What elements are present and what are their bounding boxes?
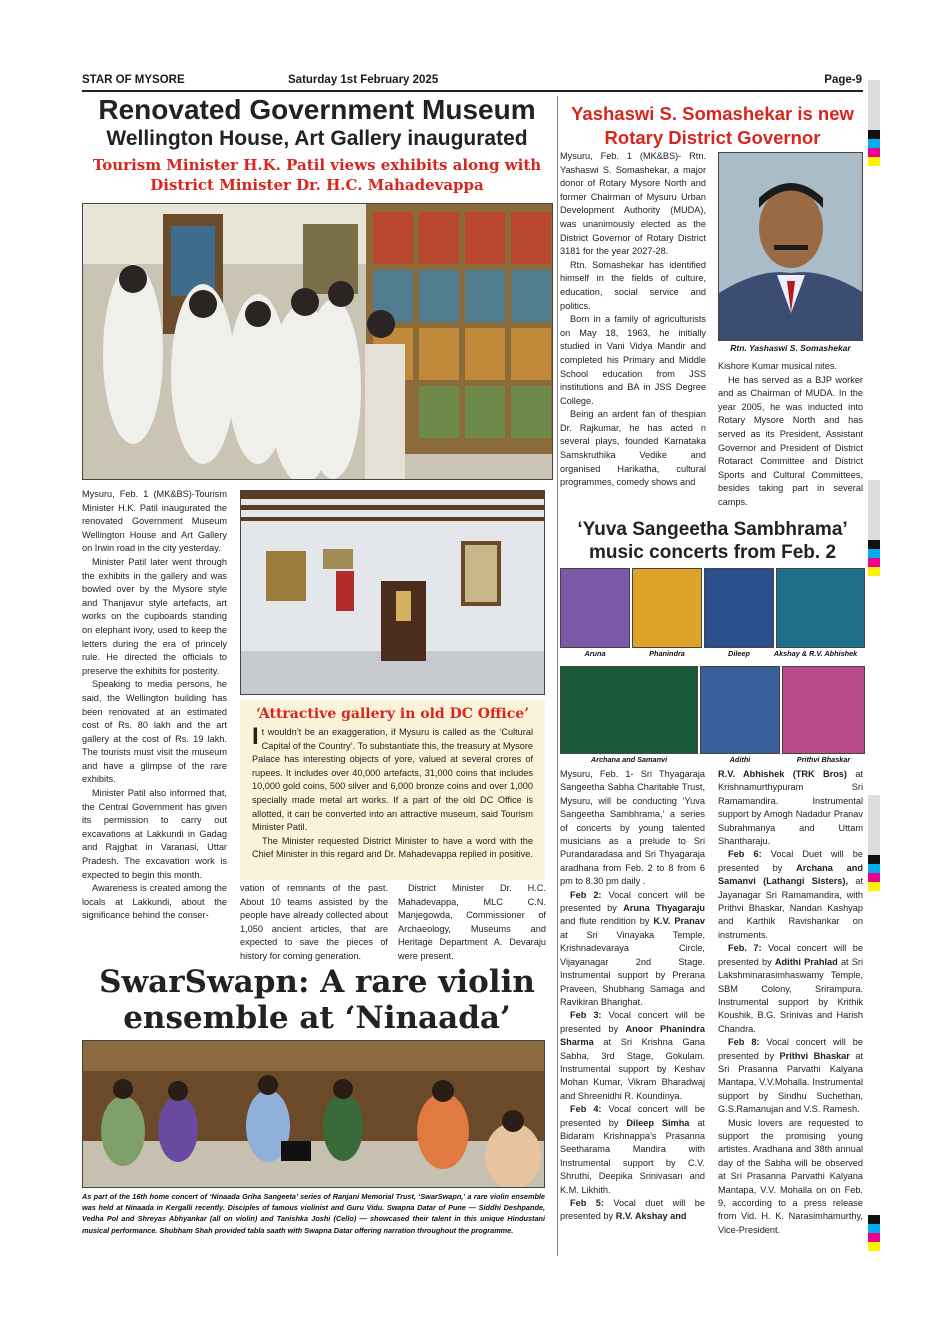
museum-body-col3 [398, 882, 546, 964]
masthead-bar [82, 74, 862, 90]
rotary-governor-photo [718, 152, 863, 341]
museum-subhead: Tourism Minister H.K. Patil views exhibits along with District Minister Dr. H.C. Mahadevappa [92, 156, 542, 194]
registration-mark [868, 80, 880, 166]
yuva-headline-2: music concerts from Feb. 2 [588, 542, 837, 563]
yuva-para: Feb 8: Vocal concert will be presented by Prithvi Bhaskar at Sri Prasanna Parvathi Kalyana Mantapa, V.V.Mohalla. Instrumental support by Sindhu Suchethan, G.S.Ramanujan and V.S. Ramesh. [718, 1037, 863, 1115]
artist-label: Prithvi Bhaskar [796, 755, 851, 764]
header-rule [82, 90, 863, 92]
issue-date: Saturday 1st February 2025 [288, 74, 439, 86]
yuva-headline: ‘Yuva Sangeetha Sambhrama’ [577, 519, 848, 540]
page-number: Page-9 [824, 74, 862, 86]
museum-body-col2: vation of remnants of the past. About 10 teams assisted by the people have already collected about 1,050 ancient articles, that are expected to save the pieces of history for coming generation. [240, 883, 388, 961]
museum-para: Minister Patil also informed that, the Central Government has given its permission to carry out excavations at Lakkundi in Gadag and Rajghat in Varanasi, Uttar Pradesh. The excavation work is expected to begin this month. [82, 788, 227, 880]
yuva-para: Feb 4: Vocal concert will be presented by Dileep Simha at Bidaram Krishnappa’s Prasanna Seetharama Mandira with Instrumental support by C.V. Shruthi, Deepika Srinivasan and K.M. Likhith. [560, 1104, 705, 1195]
rotary-para: Born in a family of agriculturists on May 18, 1963, he initially studied in Vani Vidya Mandir and completed his Primary and Middle School education from JSS institutions and BA in JSS Degree College. [560, 314, 706, 406]
museum-para: Mysuru, Feb. 1 (MK&BS)-Tourism Minister H.K. Patil inaugurated the renovated Government Museum Wellington House and Art Gallery on Irwin road in the city yesterday. [82, 489, 227, 554]
yuva-para: Music lovers are requested to support the promising young artistes. Aradhana and 38th annual day of the Sabha will be observed at Sri Prasanna Parvathi Kalyana Mantapa, V.V. Mohalla on on Feb. 9, according to a press release from Vid. H. K. Narasimhamurthy, Vice-President. [718, 1117, 863, 1235]
artist-photo-archana-samanvi [560, 666, 698, 754]
rotary-para: Kishore Kumar musical nites. [718, 361, 837, 371]
yuva-para: Feb. 7: Vocal concert will be presented by Adithi Prahlad at Sri Lakshminarasimhaswamy Temple, SBM Colony, Srirampura. Instrumental support by Krithik Koushik, B.G. Srinivas and Harish Chandra. [718, 943, 863, 1034]
gallery-box-para-2: The Minister requested District Minister to have a word with the Chief Minister in this regard and Dr. Mahadevappa replied in positive. [252, 835, 533, 860]
violin-photo [82, 1040, 545, 1188]
artist-label: Phanindra [649, 649, 685, 658]
museum-para: Speaking to media persons, he said, the Wellington building has been renovated at an estimated cost of Rs. 80 lakh and the art gallery at the cost of Rs. 19 lakh. The tourists must visit the museum and have a glimpse of the rare exhibits. [82, 679, 227, 785]
artist-photo-phanindra [632, 568, 702, 648]
museum-headline: Renovated Government Museum [98, 94, 536, 125]
rotary-headline-2: Rotary District Governor [604, 127, 821, 148]
museum-para: Minister Patil later went through the exhibits in the gallery and was bowled over by the Mysore style and Thanjavur style artefacts, art works on the cupboards standing on elephant ivory, used to keep the letters during the era of princely rule. He directed the officials to preserve the exhibits for posterity. [82, 556, 227, 676]
yuva-para: R.V. Abhishek (TRK Bros) at Krishnamurthypuram Sri Ramamandira. Instrumental support by Amogh Nadadur Pranav Subrahmanya and Uttam Shantharaju. [718, 769, 863, 847]
museum-photo [82, 203, 553, 480]
yuva-body-col1 [560, 768, 705, 1224]
artist-photo-dileep [704, 568, 774, 648]
artist-label: Archana and Samanvi [590, 755, 668, 764]
gallery-box-text [252, 723, 533, 862]
museum-headline-block [82, 94, 552, 195]
rotary-body-col1 [560, 150, 706, 490]
rotary-body-col2 [718, 360, 863, 510]
rotary-para: Mysuru, Feb. 1 (MK&BS)- Rtn. Yashaswi S. Somashekar, a major donor of Rotary Mysore North and former Chairman of Mysuru Urban Development Authority (MUDA), was unanimously elected as the District Governor of Rotary District 3181 for the year 2027-28. [560, 151, 706, 257]
yuva-para: Feb 2: Vocal concert will be presented by Aruna Thyagaraju and flute rendition by K.V. Pranav at Sri Vinayaka Temple, Krishnadevaraya Circle, Vijayanagar 2nd Stage. Instrumental support by Prerana Praveen, Shubhang Samaga and Ravikiran Bharighat. [560, 889, 705, 1007]
yuva-headline-block [560, 518, 865, 564]
violin-headline: SwarSwapn: A rare violin [99, 964, 535, 1000]
yuva-para: Feb 5: Vocal duet will be presented by R.V. Akshay and [560, 1198, 705, 1222]
column-divider [557, 96, 558, 1256]
artist-photo-akshay-abhishek [776, 568, 865, 648]
yuva-para: Mysuru, Feb. 1- Sri Thyagaraja Sangeetha Sabha Charitable Trust, Mysuru, will be conducting ‘Yuva Sangeetha Sambhrama,’ a series of concerts by young talented musicians as a prelude to Sri Purandaradasa and Sri Thyagaraja aradhana from Feb. 2 to 8 from 6 pm to 8.30 pm daily . [560, 769, 705, 887]
registration-mark [868, 795, 880, 891]
gallery-sidebar-box [240, 700, 545, 880]
gallery-photo [240, 490, 545, 695]
paper-name: STAR OF MYSORE [82, 74, 185, 86]
gallery-box-title: ‘Attractive gallery in old DC Office’ [255, 706, 530, 722]
gallery-box-para: t wouldn’t be an exaggeration, if Mysuru is called as the ‘Cultural Capital of the Country’. To substantiate this, the treasury at Mysore Palace has interesting objects of yore, valued at several crores of rupees. It includes over 40,000 artefacts, 31,000 coins that includes 10,000 gold coins, 500 silver and 6,000 bronze coins and over 1,000 specially made metal art works. If a part of the old DC Office is allotted, it can be converted into an attractive museum, said Tourism Minister Patil. [252, 727, 533, 833]
artist-photo-aruna [560, 568, 630, 648]
yuva-para: Feb 6: Vocal Duet will be presented by Archana and Samanvi (Lathangi Sisters), at Jayanagar Sri Ramamandira, with Prithvi Bhaskar, Nandan Kashyap and Karthik Ravishankar on instruments. [718, 849, 863, 940]
rotary-para: He has served as a BJP worker and as Chairman of MUDA. In the year 2005, he was inducted into Rotary Mysore North and has served as its President, Assistant Governor and President of District Rotaract Committee and District Sports and Cultural Committees, besides taking part in several camps. [718, 374, 863, 507]
rotary-photo-caption: Rtn. Yashaswi S. Somashekar [718, 341, 863, 355]
artist-photo-prithvi [782, 666, 865, 754]
violin-headline-block [82, 964, 552, 1036]
artist-label: Aruna [584, 649, 606, 658]
rotary-para: Being an ardent fan of thespian Dr. Rajkumar, he has acted n several plays, founded Karnataka Samskruthika Vedike and organised Harikatha, cultural programmes, comedy shows and [560, 409, 706, 488]
rotary-headline: Yashaswi S. Somashekar is new [571, 103, 854, 124]
yuva-body-col2 [718, 768, 863, 1237]
dropcap: I [252, 723, 259, 750]
museum-body [82, 488, 227, 923]
rotary-para: Rtn. Somashekar has identified himself in the fields of culture, education, social service and politics. [560, 259, 706, 311]
rotary-headline-block [560, 102, 865, 150]
artist-label: Akshay & R.V. Abhishek [773, 649, 858, 658]
museum-headline-2: Wellington House, Art Gallery inaugurated [106, 127, 528, 150]
registration-mark [868, 1215, 880, 1251]
violin-caption: As part of the 16th home concert of ‘Ninaada Griha Sangeeta’ series of Ranjani Memorial Trust, ‘SwarSwapn,’ a rare violin ensemble was held at Ninaada in Kergalli recently. Disciples of famous violinist and Guru Vidu. Swapna Datar of Pune — Siddhi Deshpande, Vedha Pol and Shreyas Abhyankar (all on violin) and Tanishka Joshi (Cello) — showcased their talent in this unique Hindustani musical performance. Shubham Shah provided tabla saath with Swapna Datar offering narration throughout the programme. [82, 1192, 545, 1235]
museum-para: District Minister Dr. H.C. Mahadevappa, MLC C.N. Manjegowda, Commissioner of Archaeology, Museums and Heritage Department A. Devaraju were present. [398, 883, 546, 961]
yuva-photos-row2 [560, 666, 865, 766]
yuva-photos-row1 [560, 568, 865, 660]
artist-photo-adithi [700, 666, 780, 754]
yuva-para: Feb 3: Vocal concert will be presented by Anoor Phanindra Sharma at Sri Krishna Gana Sabha, 3rd Stage, Gokulam. Instrumental support by Keshav Mohan Kumar, Vikram Bharadwaj and Shreenidhi R. Koundinya. [560, 1010, 705, 1101]
violin-headline-2: ensemble at ‘Ninaada’ [123, 1000, 511, 1036]
artist-label: Dileep [728, 649, 750, 658]
museum-para: Awareness is created among the locals at Lakkundi, about the significance behind the conser- [82, 883, 227, 921]
artist-label: Adithi [729, 755, 751, 764]
registration-mark [868, 480, 880, 576]
